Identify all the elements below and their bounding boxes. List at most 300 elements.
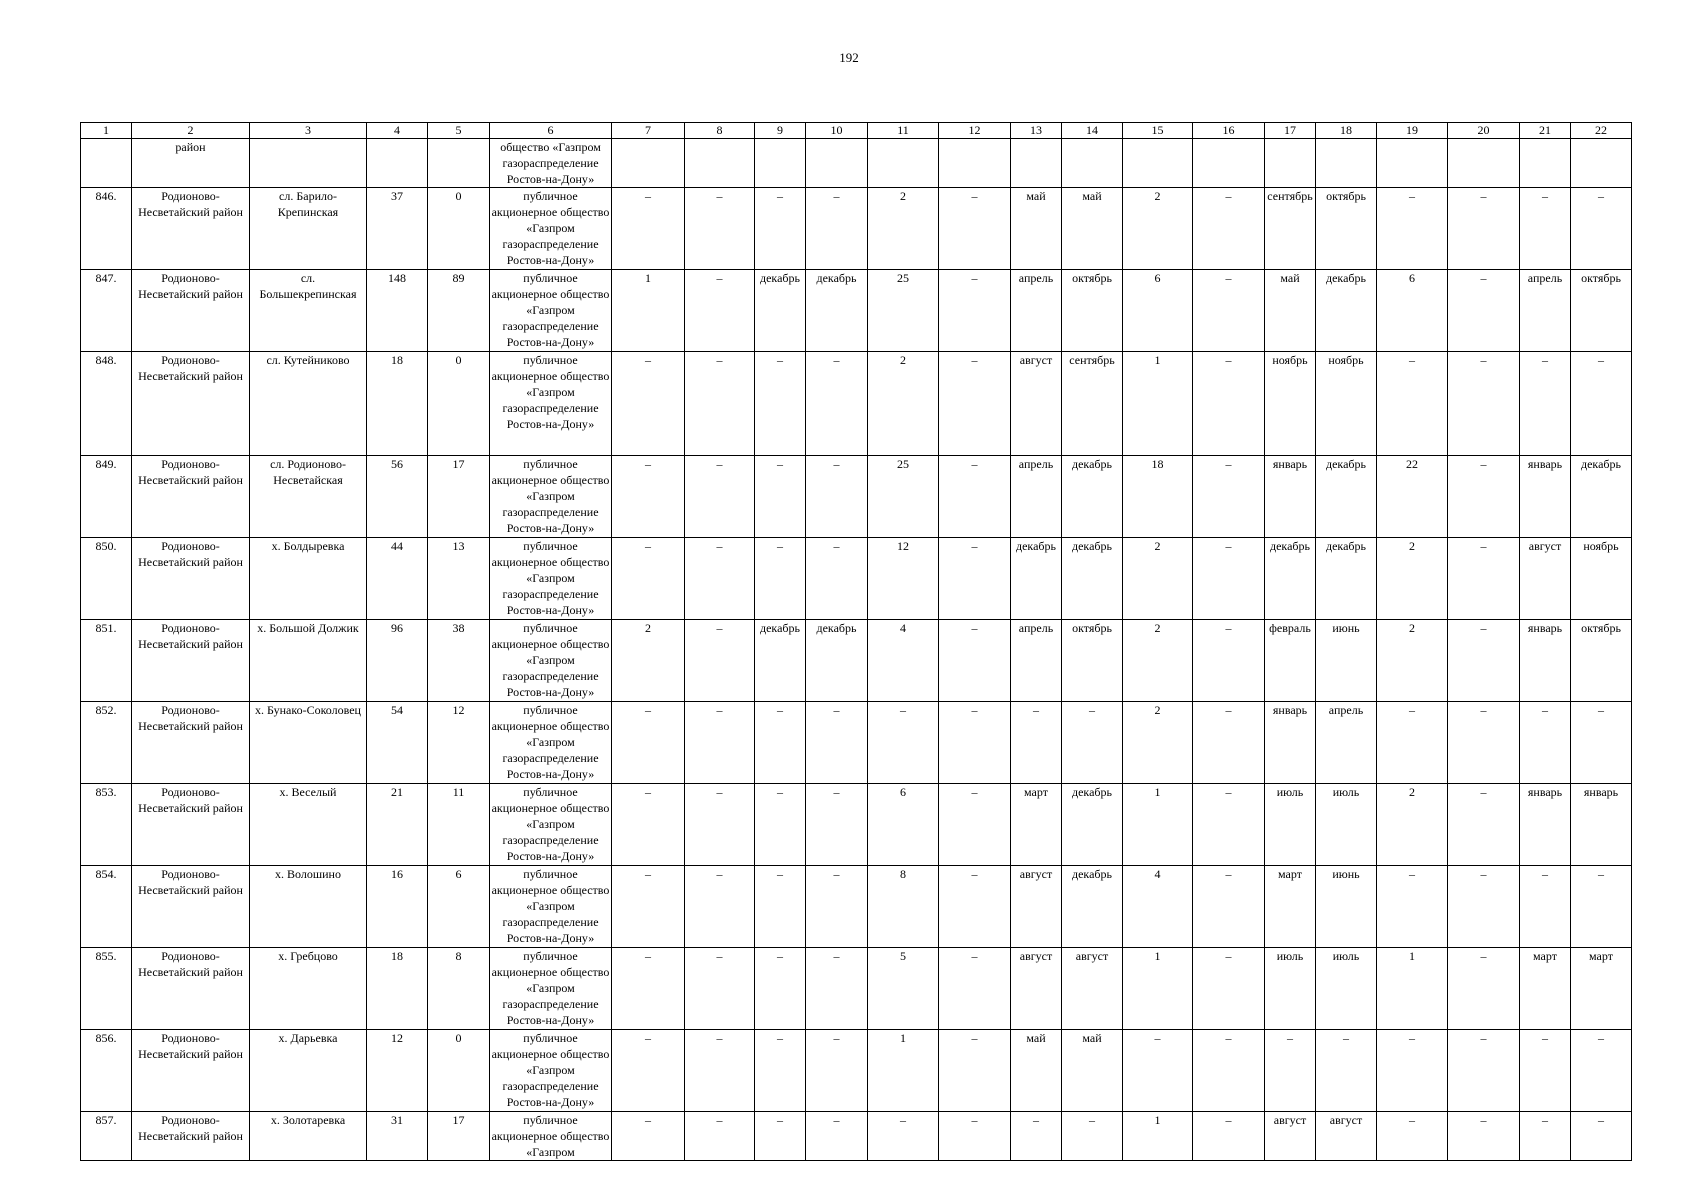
- table-cell-col-18: 18: [1316, 123, 1377, 139]
- table-cell-col-2: Родионово-Несветайский район: [132, 188, 250, 270]
- table-row: [81, 620, 1632, 702]
- table-cell-col-12: –: [939, 620, 1011, 702]
- table-cell-col-5: 0: [428, 1030, 490, 1112]
- table-cell-col-21: –: [1520, 702, 1571, 784]
- table-cell-col-9: декабрь: [755, 620, 806, 702]
- table-cell-col-8: –: [685, 352, 755, 456]
- table-cell-col-6: публичное акционерное общество «Газпром: [490, 1112, 612, 1161]
- table-cell-col-2: Родионово-Несветайский район: [132, 1112, 250, 1161]
- table-cell-col-19: –: [1377, 188, 1448, 270]
- table-cell-col-1: 857.: [81, 1112, 132, 1161]
- table-cell-col-16: –: [1193, 1112, 1265, 1161]
- table-cell-col-8: –: [685, 188, 755, 270]
- table-cell-col-20: –: [1448, 1030, 1520, 1112]
- table-cell-col-3: сл. Барило-Крепинская: [250, 188, 367, 270]
- table-cell-col-11: 12: [868, 538, 939, 620]
- table-row: [81, 1030, 1632, 1112]
- table-cell-col-19: –: [1377, 1030, 1448, 1112]
- table-cell-col-4: [367, 139, 428, 188]
- table-cell-col-10: –: [806, 784, 868, 866]
- table-cell-col-1: 852.: [81, 702, 132, 784]
- table-cell-col-7: –: [612, 188, 685, 270]
- table-cell-col-18: –: [1316, 1030, 1377, 1112]
- table-cell-col-7: –: [612, 948, 685, 1030]
- table-cell-col-10: –: [806, 538, 868, 620]
- table-cell-col-6: публичное акционерное общество «Газпром газораспределение Ростов-на-Дону»: [490, 1030, 612, 1112]
- table-cell-col-11: 2: [868, 352, 939, 456]
- table-cell-col-5: 17: [428, 456, 490, 538]
- table-cell-col-12: [939, 139, 1011, 188]
- table-cell-col-7: [612, 139, 685, 188]
- table-cell-col-18: октябрь: [1316, 188, 1377, 270]
- table-cell-col-16: –: [1193, 456, 1265, 538]
- table-cell-col-19: 2: [1377, 784, 1448, 866]
- table-cell-col-4: 12: [367, 1030, 428, 1112]
- table-cell-col-4: 148: [367, 270, 428, 352]
- table-cell-col-17: август: [1265, 1112, 1316, 1161]
- table-cell-col-8: 8: [685, 123, 755, 139]
- table-cell-col-12: –: [939, 702, 1011, 784]
- table-cell-col-7: 1: [612, 270, 685, 352]
- table-cell-col-18: ноябрь: [1316, 352, 1377, 456]
- table-cell-col-17: 17: [1265, 123, 1316, 139]
- table-cell-col-2: Родионово-Несветайский район: [132, 620, 250, 702]
- table-cell-col-22: ноябрь: [1571, 538, 1632, 620]
- table-cell-col-18: декабрь: [1316, 270, 1377, 352]
- table-cell-col-17: февраль: [1265, 620, 1316, 702]
- table-cell-col-7: –: [612, 702, 685, 784]
- table-cell-col-18: декабрь: [1316, 456, 1377, 538]
- table-cell-col-8: –: [685, 784, 755, 866]
- table-cell-col-2: район: [132, 139, 250, 188]
- table-cell-col-1: 847.: [81, 270, 132, 352]
- table-cell-col-18: [1316, 139, 1377, 188]
- table-cell-col-21: [1520, 139, 1571, 188]
- table-cell-col-2: Родионово-Несветайский район: [132, 702, 250, 784]
- table-cell-col-13: август: [1011, 352, 1062, 456]
- table-cell-col-13: апрель: [1011, 456, 1062, 538]
- table-cell-col-7: –: [612, 538, 685, 620]
- table-cell-col-7: –: [612, 456, 685, 538]
- table-cell-col-12: –: [939, 1112, 1011, 1161]
- table-cell-col-22: март: [1571, 948, 1632, 1030]
- table-cell-col-10: –: [806, 866, 868, 948]
- table-cell-col-11: 11: [868, 123, 939, 139]
- table-cell-col-19: 6: [1377, 270, 1448, 352]
- table-cell-col-6: публичное акционерное общество «Газпром газораспределение Ростов-на-Дону»: [490, 352, 612, 456]
- table-cell-col-20: –: [1448, 784, 1520, 866]
- table-cell-col-20: 20: [1448, 123, 1520, 139]
- table-cell-col-2: Родионово-Несветайский район: [132, 1030, 250, 1112]
- table-cell-col-19: –: [1377, 866, 1448, 948]
- table-cell-col-2: Родионово-Несветайский район: [132, 538, 250, 620]
- table-cell-col-14: –: [1062, 1112, 1123, 1161]
- table-cell-col-17: сентябрь: [1265, 188, 1316, 270]
- table-cell-col-4: 44: [367, 538, 428, 620]
- table-cell-col-15: 1: [1123, 948, 1193, 1030]
- table-cell-col-22: январь: [1571, 784, 1632, 866]
- table-cell-col-10: –: [806, 948, 868, 1030]
- table-row-continuation: [81, 139, 1632, 188]
- table-cell-col-11: 1: [868, 1030, 939, 1112]
- table-cell-col-8: –: [685, 620, 755, 702]
- table-cell-col-6: публичное акционерное общество «Газпром газораспределение Ростов-на-Дону»: [490, 702, 612, 784]
- table-cell-col-13: 13: [1011, 123, 1062, 139]
- table-cell-col-12: –: [939, 352, 1011, 456]
- table-row: [81, 1112, 1632, 1161]
- table-cell-col-13: декабрь: [1011, 538, 1062, 620]
- page-number: 192: [839, 50, 859, 65]
- table-cell-col-19: 19: [1377, 123, 1448, 139]
- table-cell-col-12: 12: [939, 123, 1011, 139]
- table-cell-col-11: 6: [868, 784, 939, 866]
- table-cell-col-15: 15: [1123, 123, 1193, 139]
- table-cell-col-20: –: [1448, 866, 1520, 948]
- table-cell-col-1: 849.: [81, 456, 132, 538]
- data-table: [80, 122, 1632, 1161]
- table-cell-col-17: –: [1265, 1030, 1316, 1112]
- table-cell-col-5: 13: [428, 538, 490, 620]
- table-cell-col-20: –: [1448, 456, 1520, 538]
- table-cell-col-15: 6: [1123, 270, 1193, 352]
- table-cell-col-10: [806, 139, 868, 188]
- table-row: [81, 538, 1632, 620]
- table-cell-col-17: январь: [1265, 456, 1316, 538]
- table-cell-col-15: 1: [1123, 352, 1193, 456]
- table-cell-col-6: общество «Газпром газораспределение Ростов-на-Дону»: [490, 139, 612, 188]
- table-cell-col-21: январь: [1520, 456, 1571, 538]
- table-cell-col-4: 54: [367, 702, 428, 784]
- table-cell-col-1: [81, 139, 132, 188]
- table-cell-col-3: сл. Родионово-Несветайская: [250, 456, 367, 538]
- table-cell-col-16: –: [1193, 352, 1265, 456]
- table-cell-col-9: декабрь: [755, 270, 806, 352]
- table-row: [81, 270, 1632, 352]
- table-cell-col-15: 18: [1123, 456, 1193, 538]
- table-cell-col-8: –: [685, 702, 755, 784]
- table-cell-col-16: –: [1193, 538, 1265, 620]
- table-cell-col-21: январь: [1520, 620, 1571, 702]
- table-cell-col-22: –: [1571, 1030, 1632, 1112]
- table-row: [81, 866, 1632, 948]
- table-cell-col-18: август: [1316, 1112, 1377, 1161]
- table-cell-col-18: декабрь: [1316, 538, 1377, 620]
- table-cell-col-3: х. Веселый: [250, 784, 367, 866]
- table-cell-col-4: 4: [367, 123, 428, 139]
- table-cell-col-19: –: [1377, 1112, 1448, 1161]
- table-cell-col-2: 2: [132, 123, 250, 139]
- table-cell-col-1: 848.: [81, 352, 132, 456]
- table-cell-col-10: –: [806, 1112, 868, 1161]
- table-cell-col-8: –: [685, 866, 755, 948]
- table-cell-col-16: –: [1193, 866, 1265, 948]
- table-cell-col-16: –: [1193, 702, 1265, 784]
- table-cell-col-5: 38: [428, 620, 490, 702]
- table-cell-col-2: Родионово-Несветайский район: [132, 270, 250, 352]
- table-cell-col-6: публичное акционерное общество «Газпром газораспределение Ростов-на-Дону»: [490, 866, 612, 948]
- table-cell-col-11: –: [868, 1112, 939, 1161]
- table-cell-col-6: публичное акционерное общество «Газпром газораспределение Ростов-на-Дону»: [490, 188, 612, 270]
- table-cell-col-21: –: [1520, 352, 1571, 456]
- table-cell-col-15: 1: [1123, 784, 1193, 866]
- table-cell-col-16: –: [1193, 784, 1265, 866]
- table-cell-col-9: –: [755, 784, 806, 866]
- table-cell-col-14: сентябрь: [1062, 352, 1123, 456]
- table-body: [81, 123, 1632, 1161]
- table-cell-col-7: –: [612, 1112, 685, 1161]
- table-cell-col-10: –: [806, 456, 868, 538]
- table-cell-col-22: –: [1571, 866, 1632, 948]
- table-cell-col-17: май: [1265, 270, 1316, 352]
- table-cell-col-20: –: [1448, 948, 1520, 1030]
- table-cell-col-14: [1062, 139, 1123, 188]
- table-cell-col-12: –: [939, 866, 1011, 948]
- table-cell-col-20: –: [1448, 1112, 1520, 1161]
- table-cell-col-22: октябрь: [1571, 620, 1632, 702]
- table-cell-col-3: сл. Кутейниково: [250, 352, 367, 456]
- table-cell-col-18: июль: [1316, 948, 1377, 1030]
- table-cell-col-14: декабрь: [1062, 538, 1123, 620]
- table-cell-col-3: х. Дарьевка: [250, 1030, 367, 1112]
- table-cell-col-18: июнь: [1316, 866, 1377, 948]
- table-cell-col-11: 5: [868, 948, 939, 1030]
- table-cell-col-3: х. Волошино: [250, 866, 367, 948]
- table-cell-col-4: 18: [367, 352, 428, 456]
- table-cell-col-12: –: [939, 538, 1011, 620]
- table-cell-col-18: апрель: [1316, 702, 1377, 784]
- table-cell-col-9: [755, 139, 806, 188]
- table-cell-col-1: 854.: [81, 866, 132, 948]
- table-cell-col-6: публичное акционерное общество «Газпром газораспределение Ростов-на-Дону»: [490, 948, 612, 1030]
- table-cell-col-4: 21: [367, 784, 428, 866]
- table-cell-col-9: 9: [755, 123, 806, 139]
- table-cell-col-16: –: [1193, 948, 1265, 1030]
- table-cell-col-5: 89: [428, 270, 490, 352]
- table-cell-col-21: апрель: [1520, 270, 1571, 352]
- table-cell-col-11: 25: [868, 270, 939, 352]
- table-cell-col-8: –: [685, 948, 755, 1030]
- table-cell-col-20: –: [1448, 270, 1520, 352]
- table-cell-col-18: июнь: [1316, 620, 1377, 702]
- table-cell-col-1: 856.: [81, 1030, 132, 1112]
- table-cell-col-11: 8: [868, 866, 939, 948]
- table-row: [81, 948, 1632, 1030]
- table-cell-col-9: –: [755, 1030, 806, 1112]
- table-cell-col-4: 18: [367, 948, 428, 1030]
- table-cell-col-21: август: [1520, 538, 1571, 620]
- table-cell-col-3: х. Большой Должик: [250, 620, 367, 702]
- table-cell-col-13: [1011, 139, 1062, 188]
- table-cell-col-1: 846.: [81, 188, 132, 270]
- table-cell-col-16: –: [1193, 620, 1265, 702]
- table-cell-col-10: декабрь: [806, 270, 868, 352]
- table-cell-col-13: август: [1011, 948, 1062, 1030]
- table-cell-col-5: 0: [428, 188, 490, 270]
- table-cell-col-9: –: [755, 948, 806, 1030]
- table-cell-col-21: –: [1520, 1112, 1571, 1161]
- table-cell-col-7: –: [612, 352, 685, 456]
- table-cell-col-9: –: [755, 1112, 806, 1161]
- table-cell-col-11: –: [868, 702, 939, 784]
- table-cell-col-22: –: [1571, 1112, 1632, 1161]
- table-cell-col-20: –: [1448, 620, 1520, 702]
- table-cell-col-17: июль: [1265, 784, 1316, 866]
- table-cell-col-3: х. Золотаревка: [250, 1112, 367, 1161]
- table-cell-col-15: 2: [1123, 538, 1193, 620]
- table-cell-col-7: 2: [612, 620, 685, 702]
- table-cell-col-4: 31: [367, 1112, 428, 1161]
- table-cell-col-8: –: [685, 456, 755, 538]
- table-cell-col-11: 4: [868, 620, 939, 702]
- table-cell-col-12: –: [939, 1030, 1011, 1112]
- table-row: [81, 456, 1632, 538]
- table-cell-col-10: –: [806, 352, 868, 456]
- table-cell-col-19: 22: [1377, 456, 1448, 538]
- table-cell-col-9: –: [755, 702, 806, 784]
- table-cell-col-22: –: [1571, 188, 1632, 270]
- table-cell-col-9: –: [755, 456, 806, 538]
- table-cell-col-1: 855.: [81, 948, 132, 1030]
- table-cell-col-12: –: [939, 270, 1011, 352]
- table-cell-col-9: –: [755, 866, 806, 948]
- table-cell-col-13: август: [1011, 866, 1062, 948]
- table-cell-col-6: публичное акционерное общество «Газпром газораспределение Ростов-на-Дону»: [490, 270, 612, 352]
- table-cell-col-16: –: [1193, 270, 1265, 352]
- table-cell-col-15: 2: [1123, 702, 1193, 784]
- table-cell-col-1: 1: [81, 123, 132, 139]
- table-cell-col-19: –: [1377, 352, 1448, 456]
- table-cell-col-15: 2: [1123, 620, 1193, 702]
- table-cell-col-8: –: [685, 538, 755, 620]
- table-cell-col-14: октябрь: [1062, 620, 1123, 702]
- table-cell-col-2: Родионово-Несветайский район: [132, 352, 250, 456]
- table-cell-col-4: 96: [367, 620, 428, 702]
- table-cell-col-14: май: [1062, 1030, 1123, 1112]
- table-cell-col-8: [685, 139, 755, 188]
- table-cell-col-7: –: [612, 1030, 685, 1112]
- table-cell-col-21: 21: [1520, 123, 1571, 139]
- table-cell-col-3: сл. Большекрепинская: [250, 270, 367, 352]
- table-row: [81, 784, 1632, 866]
- table-cell-col-18: июль: [1316, 784, 1377, 866]
- table-cell-col-4: 56: [367, 456, 428, 538]
- table-cell-col-16: –: [1193, 1030, 1265, 1112]
- table-cell-col-17: март: [1265, 866, 1316, 948]
- table-cell-col-6: публичное акционерное общество «Газпром газораспределение Ростов-на-Дону»: [490, 538, 612, 620]
- table-cell-col-12: –: [939, 456, 1011, 538]
- table-cell-col-5: 17: [428, 1112, 490, 1161]
- table-cell-col-19: 1: [1377, 948, 1448, 1030]
- table-cell-col-14: август: [1062, 948, 1123, 1030]
- table-cell-col-15: 4: [1123, 866, 1193, 948]
- table-cell-col-14: декабрь: [1062, 456, 1123, 538]
- table-cell-col-14: октябрь: [1062, 270, 1123, 352]
- table-cell-col-10: –: [806, 188, 868, 270]
- table-cell-col-2: Родионово-Несветайский район: [132, 948, 250, 1030]
- table-cell-col-14: декабрь: [1062, 784, 1123, 866]
- table-cell-col-22: –: [1571, 352, 1632, 456]
- table-cell-col-16: [1193, 139, 1265, 188]
- table-cell-col-11: 25: [868, 456, 939, 538]
- table-cell-col-8: –: [685, 1030, 755, 1112]
- table-cell-col-21: –: [1520, 866, 1571, 948]
- table-cell-col-11: [868, 139, 939, 188]
- table-cell-col-21: март: [1520, 948, 1571, 1030]
- table-cell-col-19: [1377, 139, 1448, 188]
- table-row: [81, 702, 1632, 784]
- table-cell-col-17: ноябрь: [1265, 352, 1316, 456]
- table-cell-col-21: –: [1520, 188, 1571, 270]
- table-cell-col-10: –: [806, 1030, 868, 1112]
- table-cell-col-20: –: [1448, 188, 1520, 270]
- table-cell-col-22: октябрь: [1571, 270, 1632, 352]
- table-cell-col-5: 0: [428, 352, 490, 456]
- table-cell-col-9: –: [755, 352, 806, 456]
- table-cell-col-3: х. Гребцово: [250, 948, 367, 1030]
- table-cell-col-22: декабрь: [1571, 456, 1632, 538]
- table-cell-col-3: х. Болдыревка: [250, 538, 367, 620]
- table-cell-col-15: 1: [1123, 1112, 1193, 1161]
- table-cell-col-5: 5: [428, 123, 490, 139]
- table-cell-col-5: 12: [428, 702, 490, 784]
- table-cell-col-4: 37: [367, 188, 428, 270]
- table-cell-col-7: –: [612, 784, 685, 866]
- table-cell-col-21: январь: [1520, 784, 1571, 866]
- table-cell-col-12: –: [939, 784, 1011, 866]
- table-cell-col-12: –: [939, 948, 1011, 1030]
- table-cell-col-4: 16: [367, 866, 428, 948]
- table-cell-col-19: 2: [1377, 620, 1448, 702]
- table-cell-col-6: 6: [490, 123, 612, 139]
- table-cell-col-20: –: [1448, 352, 1520, 456]
- table-cell-col-13: апрель: [1011, 270, 1062, 352]
- table-cell-col-8: –: [685, 1112, 755, 1161]
- table-cell-col-13: май: [1011, 1030, 1062, 1112]
- table-cell-col-19: 2: [1377, 538, 1448, 620]
- table-cell-col-12: –: [939, 188, 1011, 270]
- table-row: [81, 188, 1632, 270]
- table-cell-col-21: –: [1520, 1030, 1571, 1112]
- table-cell-col-17: январь: [1265, 702, 1316, 784]
- table-cell-col-16: –: [1193, 188, 1265, 270]
- table-cell-col-15: –: [1123, 1030, 1193, 1112]
- table-cell-col-17: декабрь: [1265, 538, 1316, 620]
- table-cell-col-22: 22: [1571, 123, 1632, 139]
- table-cell-col-14: 14: [1062, 123, 1123, 139]
- table-header-row: [81, 123, 1632, 139]
- table-cell-col-2: Родионово-Несветайский район: [132, 866, 250, 948]
- table-cell-col-1: 850.: [81, 538, 132, 620]
- table-cell-col-14: –: [1062, 702, 1123, 784]
- table-cell-col-8: –: [685, 270, 755, 352]
- table-cell-col-3: [250, 139, 367, 188]
- table-cell-col-20: [1448, 139, 1520, 188]
- table-cell-col-11: 2: [868, 188, 939, 270]
- table-cell-col-19: –: [1377, 702, 1448, 784]
- table-cell-col-2: Родионово-Несветайский район: [132, 784, 250, 866]
- table-cell-col-5: [428, 139, 490, 188]
- table-cell-col-22: [1571, 139, 1632, 188]
- table-cell-col-7: 7: [612, 123, 685, 139]
- table-cell-col-9: –: [755, 538, 806, 620]
- table-cell-col-3: 3: [250, 123, 367, 139]
- table-cell-col-10: декабрь: [806, 620, 868, 702]
- table-cell-col-13: май: [1011, 188, 1062, 270]
- table-cell-col-20: –: [1448, 538, 1520, 620]
- table-cell-col-5: 6: [428, 866, 490, 948]
- table-cell-col-9: –: [755, 188, 806, 270]
- table-cell-col-5: 11: [428, 784, 490, 866]
